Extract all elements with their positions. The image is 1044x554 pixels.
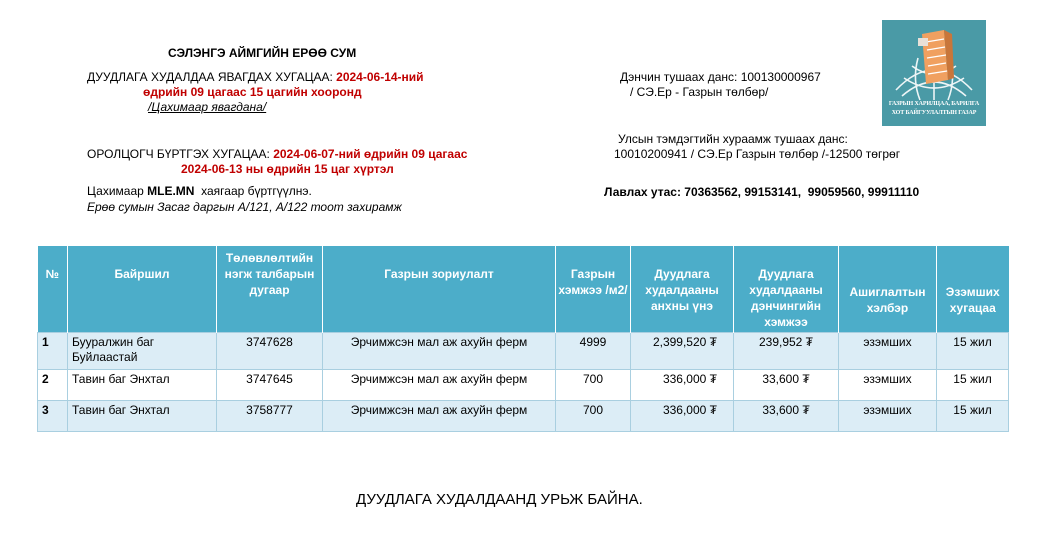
- row-land-area: 700: [556, 369, 631, 400]
- registration-end: 2024-06-13 ны өдрийн 15 цаг хүртэл: [181, 162, 394, 176]
- row-land-purpose: Эрчимжсэн мал аж ахуйн ферм: [323, 400, 556, 431]
- row-usage-type: эзэмших: [839, 400, 937, 431]
- online-suffix: хаягаар бүртгүүлнэ.: [194, 184, 312, 198]
- online-prefix: Цахимаар: [87, 184, 148, 198]
- row-deposit-amount: 33,600 ₮: [734, 400, 839, 431]
- row-number: 1: [38, 332, 68, 369]
- table-row: [38, 369, 1009, 400]
- col-number: №: [38, 246, 68, 332]
- stamp-fee-label: Улсын тэмдэгтийн хураамж тушаах данс:: [618, 132, 848, 146]
- row-usage-type: эзэмших: [839, 332, 937, 369]
- stamp-fee-account: 10010200941 / СЭ.Ер Газрын төлбөр /-12500 төгрөг: [614, 147, 901, 161]
- online-site: MLE.MN: [147, 184, 195, 198]
- table-row: [38, 332, 1009, 369]
- row-land-purpose: Эрчимжсэн мал аж ахуйн ферм: [323, 332, 556, 369]
- auction-period-line: [87, 70, 424, 85]
- auction-mode: /Цахимаар явагдана/: [148, 100, 267, 114]
- col-location: Байршил: [68, 246, 217, 332]
- logo-caption-2: ХОТ БАЙГУУЛАЛТЫН ГАЗАР: [891, 110, 977, 116]
- decree-note: Ерөө сумын Засаг даргын А/121, А/122 тоот захирамж: [87, 200, 402, 214]
- row-tenure-period: 15 жил: [937, 369, 1009, 400]
- row-location: Тавин баг Энхтал: [68, 400, 217, 431]
- col-parcel-id: Төлөвлөлтийн нэгж талбарын дугаар: [217, 246, 323, 332]
- auction-date: 2024-06-14-ний: [336, 70, 424, 84]
- row-parcel-id: 3758777: [217, 400, 323, 431]
- col-starting-price: Дуудлага худалдааны анхны үнэ: [631, 246, 734, 332]
- col-land-area: Газрын хэмжээ /м2/: [556, 246, 631, 332]
- deposit-account: Дэнчин тушаах данс: 100130000967: [620, 70, 821, 84]
- row-tenure-period: 15 жил: [937, 400, 1009, 431]
- col-land-purpose: Газрын зориулалт: [323, 246, 556, 332]
- row-location: Бууралжин баг Буйлаастай: [68, 332, 217, 369]
- registration-label: ОРОЛЦОГЧ БҮРТГЭХ ХУГАЦАА:: [87, 147, 274, 161]
- row-tenure-period: 15 жил: [937, 332, 1009, 369]
- row-number: 3: [38, 400, 68, 431]
- deposit-account-note: / СЭ.Ер - Газрын төлбөр/: [630, 85, 769, 99]
- logo-caption-1: ГАЗРЫН ХАРИЛЦАА, БАРИЛГА: [888, 101, 980, 107]
- row-starting-price: 2,399,520 ₮: [631, 332, 734, 369]
- page-title: СЭЛЭНГЭ АЙМГИЙН ЕРӨӨ СУМ: [168, 46, 357, 60]
- auction-time: өдрийн 09 цагаас 15 цагийн хооронд: [143, 85, 362, 99]
- auction-invitation: ДУУДЛАГА ХУДАЛДААНД УРЬЖ БАЙНА.: [356, 491, 643, 508]
- contact-phones: Лавлах утас: 70363562, 99153141, 99059560, 99911110: [604, 185, 920, 199]
- row-land-purpose: Эрчимжсэн мал аж ахуйн ферм: [323, 369, 556, 400]
- agency-logo: [882, 20, 986, 126]
- col-deposit-amount: Дуудлага худалдааны дэнчингийн хэмжээ: [734, 246, 839, 332]
- row-number: 2: [38, 369, 68, 400]
- row-deposit-amount: 239,952 ₮: [734, 332, 839, 369]
- land-auction-table: [37, 246, 1009, 432]
- col-tenure-period: Эзэмших хугацаа: [937, 246, 1009, 332]
- row-starting-price: 336,000 ₮: [631, 400, 734, 431]
- row-location: Тавин баг Энхтал: [68, 369, 217, 400]
- table-row: [38, 400, 1009, 431]
- row-land-area: 4999: [556, 332, 631, 369]
- auction-period-label: ДУУДЛАГА ХУДАЛДАА ЯВАГДАХ ХУГАЦАА:: [87, 70, 337, 84]
- row-parcel-id: 3747645: [217, 369, 323, 400]
- row-usage-type: эзэмших: [839, 369, 937, 400]
- row-parcel-id: 3747628: [217, 332, 323, 369]
- row-starting-price: 336,000 ₮: [631, 369, 734, 400]
- col-usage-type: Ашиглалтын хэлбэр: [839, 246, 937, 332]
- registration-start: 2024-06-07-ний өдрийн 09 цагаас: [273, 147, 468, 161]
- table-header-row: [38, 246, 1009, 332]
- row-land-area: 700: [556, 400, 631, 431]
- registration-period-line: [87, 147, 467, 162]
- row-deposit-amount: 33,600 ₮: [734, 369, 839, 400]
- online-registration: [87, 184, 312, 199]
